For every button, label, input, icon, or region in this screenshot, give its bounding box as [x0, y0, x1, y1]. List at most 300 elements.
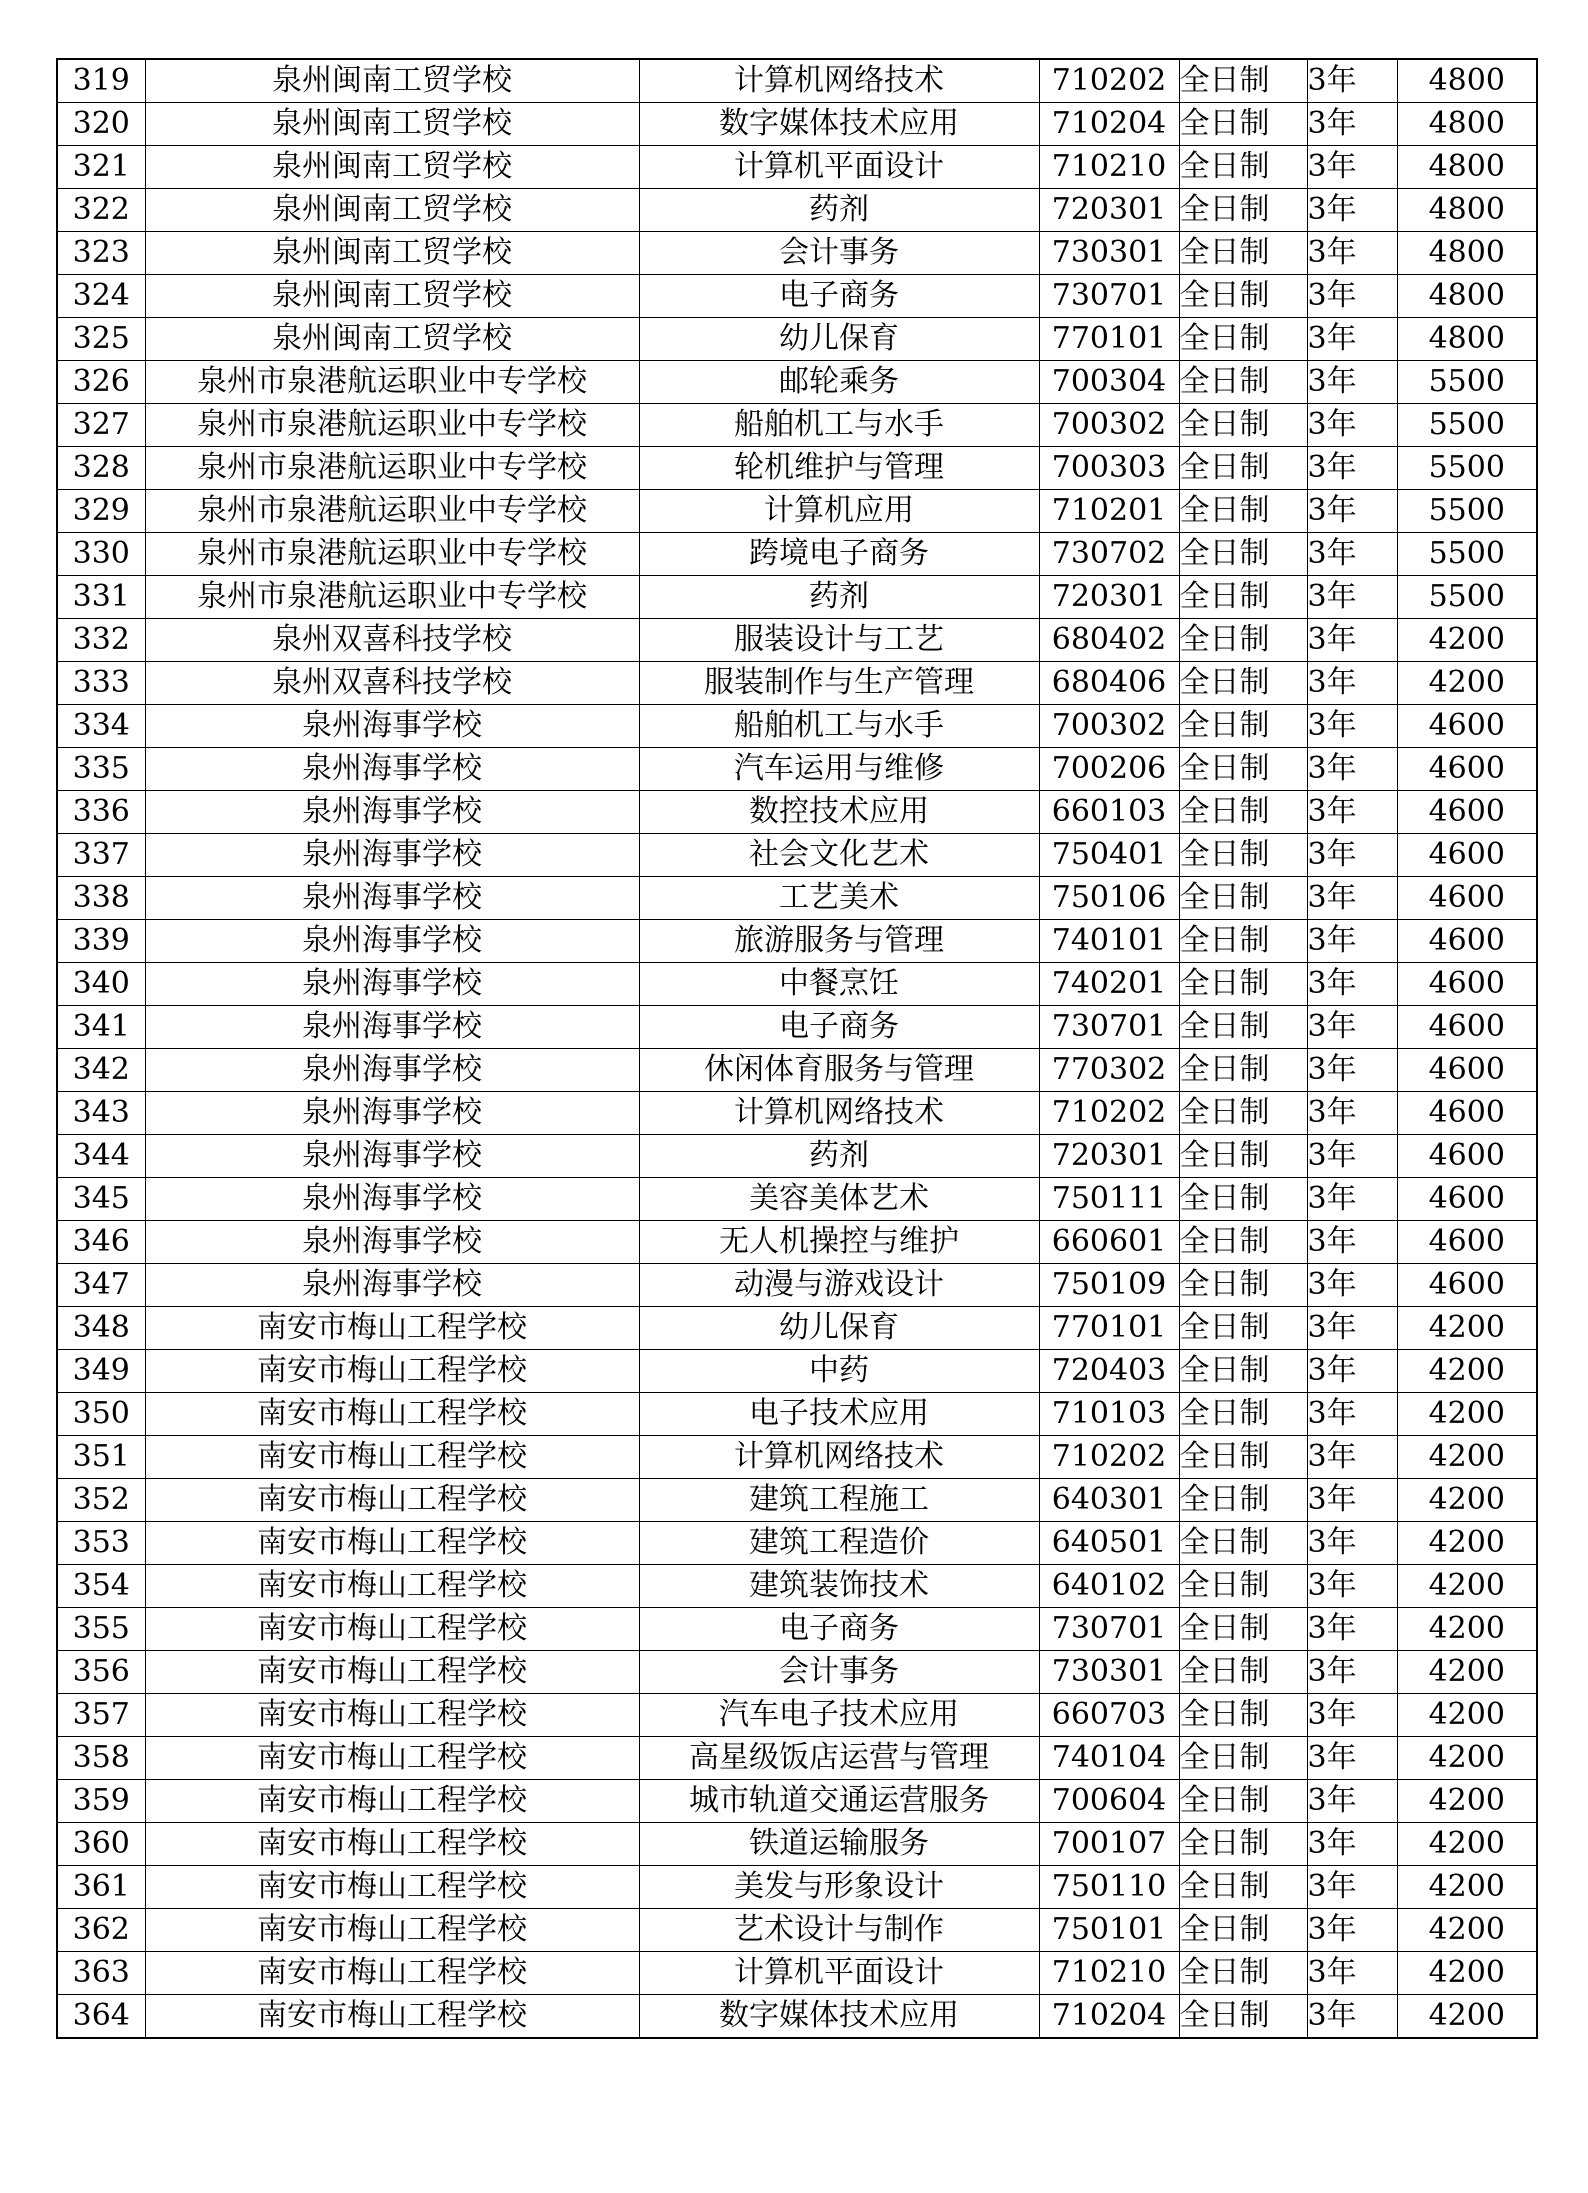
tuition-fee: 4200 [1397, 1737, 1537, 1780]
major-name: 计算机平面设计 [639, 146, 1039, 189]
table-row [57, 877, 1537, 920]
major-name: 美容美体艺术 [639, 1178, 1039, 1221]
enrollment-table [56, 58, 1538, 2039]
tuition-fee: 4600 [1397, 1049, 1537, 1092]
tuition-fee: 4600 [1397, 1221, 1537, 1264]
tuition-fee: 4200 [1397, 1780, 1537, 1823]
major-code: 710204 [1039, 103, 1179, 146]
major-code: 700302 [1039, 404, 1179, 447]
school-name: 泉州海事学校 [145, 920, 639, 963]
study-mode: 全日制 [1179, 1608, 1307, 1651]
study-mode: 全日制 [1179, 877, 1307, 920]
row-number: 353 [57, 1522, 145, 1565]
row-number: 333 [57, 662, 145, 705]
major-name: 药剂 [639, 1135, 1039, 1178]
study-years: 3年 [1307, 318, 1397, 361]
school-name: 泉州市泉港航运职业中专学校 [145, 404, 639, 447]
study-years: 3年 [1307, 404, 1397, 447]
school-name: 泉州海事学校 [145, 1178, 639, 1221]
study-mode: 全日制 [1179, 662, 1307, 705]
table-row [57, 963, 1537, 1006]
table-row [57, 1651, 1537, 1694]
table-row [57, 1479, 1537, 1522]
major-name: 船舶机工与水手 [639, 404, 1039, 447]
school-name: 泉州闽南工贸学校 [145, 232, 639, 275]
row-number: 321 [57, 146, 145, 189]
school-name: 泉州闽南工贸学校 [145, 189, 639, 232]
row-number: 347 [57, 1264, 145, 1307]
table-row [57, 1006, 1537, 1049]
study-years: 3年 [1307, 1780, 1397, 1823]
tuition-fee: 4200 [1397, 1651, 1537, 1694]
row-number: 345 [57, 1178, 145, 1221]
school-name: 泉州海事学校 [145, 1135, 639, 1178]
school-name: 泉州闽南工贸学校 [145, 146, 639, 189]
tuition-fee: 4600 [1397, 963, 1537, 1006]
table-row [57, 791, 1537, 834]
study-mode: 全日制 [1179, 1694, 1307, 1737]
major-name: 社会文化艺术 [639, 834, 1039, 877]
study-years: 3年 [1307, 189, 1397, 232]
tuition-fee: 4200 [1397, 1694, 1537, 1737]
school-name: 南安市梅山工程学校 [145, 1780, 639, 1823]
school-name: 泉州市泉港航运职业中专学校 [145, 490, 639, 533]
row-number: 329 [57, 490, 145, 533]
study-years: 3年 [1307, 1737, 1397, 1780]
tuition-fee: 4600 [1397, 1006, 1537, 1049]
major-code: 700206 [1039, 748, 1179, 791]
tuition-fee: 4200 [1397, 1909, 1537, 1952]
study-years: 3年 [1307, 59, 1397, 103]
study-years: 3年 [1307, 1006, 1397, 1049]
major-code: 740101 [1039, 920, 1179, 963]
study-years: 3年 [1307, 1866, 1397, 1909]
row-number: 357 [57, 1694, 145, 1737]
row-number: 355 [57, 1608, 145, 1651]
school-name: 泉州闽南工贸学校 [145, 318, 639, 361]
table-row [57, 1393, 1537, 1436]
major-name: 计算机平面设计 [639, 1952, 1039, 1995]
school-name: 泉州市泉港航运职业中专学校 [145, 576, 639, 619]
major-code: 730301 [1039, 1651, 1179, 1694]
major-code: 710103 [1039, 1393, 1179, 1436]
study-mode: 全日制 [1179, 189, 1307, 232]
major-name: 艺术设计与制作 [639, 1909, 1039, 1952]
row-number: 361 [57, 1866, 145, 1909]
school-name: 南安市梅山工程学校 [145, 1909, 639, 1952]
tuition-fee: 5500 [1397, 533, 1537, 576]
school-name: 泉州双喜科技学校 [145, 662, 639, 705]
row-number: 336 [57, 791, 145, 834]
row-number: 352 [57, 1479, 145, 1522]
row-number: 331 [57, 576, 145, 619]
major-name: 铁道运输服务 [639, 1823, 1039, 1866]
study-mode: 全日制 [1179, 232, 1307, 275]
school-name: 泉州海事学校 [145, 748, 639, 791]
row-number: 327 [57, 404, 145, 447]
table-row [57, 59, 1537, 103]
tuition-fee: 4600 [1397, 705, 1537, 748]
school-name: 南安市梅山工程学校 [145, 1479, 639, 1522]
major-name: 美发与形象设计 [639, 1866, 1039, 1909]
major-name: 服装制作与生产管理 [639, 662, 1039, 705]
table-row [57, 1522, 1537, 1565]
major-code: 770302 [1039, 1049, 1179, 1092]
row-number: 335 [57, 748, 145, 791]
study-mode: 全日制 [1179, 1823, 1307, 1866]
major-code: 720301 [1039, 576, 1179, 619]
study-years: 3年 [1307, 146, 1397, 189]
major-name: 计算机应用 [639, 490, 1039, 533]
study-years: 3年 [1307, 619, 1397, 662]
major-name: 动漫与游戏设计 [639, 1264, 1039, 1307]
row-number: 330 [57, 533, 145, 576]
study-mode: 全日制 [1179, 619, 1307, 662]
major-code: 740201 [1039, 963, 1179, 1006]
major-code: 750110 [1039, 1866, 1179, 1909]
tuition-fee: 4200 [1397, 1608, 1537, 1651]
row-number: 360 [57, 1823, 145, 1866]
school-name: 泉州闽南工贸学校 [145, 103, 639, 146]
study-mode: 全日制 [1179, 1952, 1307, 1995]
row-number: 342 [57, 1049, 145, 1092]
major-name: 数字媒体技术应用 [639, 1995, 1039, 2039]
study-years: 3年 [1307, 361, 1397, 404]
row-number: 343 [57, 1092, 145, 1135]
study-years: 3年 [1307, 1909, 1397, 1952]
study-years: 3年 [1307, 705, 1397, 748]
tuition-fee: 4600 [1397, 1178, 1537, 1221]
row-number: 323 [57, 232, 145, 275]
major-code: 770101 [1039, 318, 1179, 361]
major-code: 640301 [1039, 1479, 1179, 1522]
tuition-fee: 4800 [1397, 189, 1537, 232]
table-row [57, 361, 1537, 404]
major-code: 700107 [1039, 1823, 1179, 1866]
row-number: 349 [57, 1350, 145, 1393]
major-code: 710210 [1039, 1952, 1179, 1995]
major-code: 680402 [1039, 619, 1179, 662]
tuition-fee: 4800 [1397, 232, 1537, 275]
school-name: 南安市梅山工程学校 [145, 1522, 639, 1565]
table-row [57, 1092, 1537, 1135]
school-name: 泉州海事学校 [145, 1221, 639, 1264]
table-row [57, 834, 1537, 877]
table-row [57, 1221, 1537, 1264]
major-name: 建筑工程施工 [639, 1479, 1039, 1522]
study-years: 3年 [1307, 103, 1397, 146]
table-row [57, 275, 1537, 318]
row-number: 337 [57, 834, 145, 877]
study-mode: 全日制 [1179, 1866, 1307, 1909]
row-number: 341 [57, 1006, 145, 1049]
major-name: 电子商务 [639, 275, 1039, 318]
school-name: 南安市梅山工程学校 [145, 1565, 639, 1608]
table-row [57, 1307, 1537, 1350]
study-mode: 全日制 [1179, 1737, 1307, 1780]
tuition-fee: 4200 [1397, 1436, 1537, 1479]
table-row [57, 318, 1537, 361]
tuition-fee: 4200 [1397, 1995, 1537, 2039]
table-row [57, 1608, 1537, 1651]
study-mode: 全日制 [1179, 1909, 1307, 1952]
study-years: 3年 [1307, 963, 1397, 1006]
table-row [57, 1264, 1537, 1307]
major-name: 药剂 [639, 189, 1039, 232]
major-code: 700303 [1039, 447, 1179, 490]
tuition-fee: 4200 [1397, 1479, 1537, 1522]
tuition-fee: 4600 [1397, 1092, 1537, 1135]
study-years: 3年 [1307, 1092, 1397, 1135]
table-row [57, 490, 1537, 533]
major-code: 730701 [1039, 1006, 1179, 1049]
tuition-fee: 5500 [1397, 404, 1537, 447]
row-number: 326 [57, 361, 145, 404]
study-mode: 全日制 [1179, 920, 1307, 963]
study-years: 3年 [1307, 1135, 1397, 1178]
study-mode: 全日制 [1179, 1264, 1307, 1307]
study-mode: 全日制 [1179, 1006, 1307, 1049]
school-name: 泉州海事学校 [145, 963, 639, 1006]
study-years: 3年 [1307, 791, 1397, 834]
row-number: 363 [57, 1952, 145, 1995]
tuition-fee: 4800 [1397, 146, 1537, 189]
major-name: 数字媒体技术应用 [639, 103, 1039, 146]
row-number: 358 [57, 1737, 145, 1780]
major-name: 计算机网络技术 [639, 1436, 1039, 1479]
table-row [57, 1995, 1537, 2039]
major-name: 电子商务 [639, 1608, 1039, 1651]
table-row [57, 533, 1537, 576]
major-code: 710202 [1039, 1092, 1179, 1135]
major-name: 幼儿保育 [639, 318, 1039, 361]
major-name: 电子技术应用 [639, 1393, 1039, 1436]
school-name: 南安市梅山工程学校 [145, 1350, 639, 1393]
school-name: 南安市梅山工程学校 [145, 1307, 639, 1350]
school-name: 南安市梅山工程学校 [145, 1995, 639, 2039]
tuition-fee: 4800 [1397, 318, 1537, 361]
school-name: 泉州市泉港航运职业中专学校 [145, 447, 639, 490]
tuition-fee: 4600 [1397, 791, 1537, 834]
school-name: 南安市梅山工程学校 [145, 1866, 639, 1909]
school-name: 南安市梅山工程学校 [145, 1436, 639, 1479]
table-row [57, 748, 1537, 791]
major-code: 700302 [1039, 705, 1179, 748]
major-name: 轮机维护与管理 [639, 447, 1039, 490]
major-name: 汽车运用与维修 [639, 748, 1039, 791]
study-years: 3年 [1307, 232, 1397, 275]
study-years: 3年 [1307, 1608, 1397, 1651]
major-name: 中餐烹饪 [639, 963, 1039, 1006]
tuition-fee: 5500 [1397, 490, 1537, 533]
school-name: 南安市梅山工程学校 [145, 1737, 639, 1780]
table-row [57, 1823, 1537, 1866]
school-name: 泉州海事学校 [145, 834, 639, 877]
table-row [57, 146, 1537, 189]
table-row [57, 1780, 1537, 1823]
major-code: 750106 [1039, 877, 1179, 920]
study-years: 3年 [1307, 275, 1397, 318]
study-mode: 全日制 [1179, 1995, 1307, 2039]
major-name: 幼儿保育 [639, 1307, 1039, 1350]
row-number: 320 [57, 103, 145, 146]
row-number: 356 [57, 1651, 145, 1694]
study-years: 3年 [1307, 533, 1397, 576]
study-years: 3年 [1307, 834, 1397, 877]
major-code: 730701 [1039, 1608, 1179, 1651]
major-code: 730301 [1039, 232, 1179, 275]
study-mode: 全日制 [1179, 1221, 1307, 1264]
row-number: 328 [57, 447, 145, 490]
major-code: 660601 [1039, 1221, 1179, 1264]
major-name: 数控技术应用 [639, 791, 1039, 834]
study-years: 3年 [1307, 1694, 1397, 1737]
study-mode: 全日制 [1179, 447, 1307, 490]
table-row [57, 619, 1537, 662]
study-mode: 全日制 [1179, 490, 1307, 533]
major-code: 720403 [1039, 1350, 1179, 1393]
table-row [57, 576, 1537, 619]
row-number: 319 [57, 59, 145, 103]
table-row [57, 189, 1537, 232]
row-number: 322 [57, 189, 145, 232]
row-number: 350 [57, 1393, 145, 1436]
row-number: 354 [57, 1565, 145, 1608]
table-row [57, 1436, 1537, 1479]
major-name: 建筑工程造价 [639, 1522, 1039, 1565]
table-row [57, 404, 1537, 447]
tuition-fee: 4800 [1397, 275, 1537, 318]
major-code: 710210 [1039, 146, 1179, 189]
tuition-fee: 4600 [1397, 920, 1537, 963]
school-name: 泉州海事学校 [145, 1264, 639, 1307]
study-years: 3年 [1307, 576, 1397, 619]
table-row [57, 920, 1537, 963]
study-mode: 全日制 [1179, 361, 1307, 404]
study-mode: 全日制 [1179, 404, 1307, 447]
study-mode: 全日制 [1179, 1307, 1307, 1350]
major-code: 750401 [1039, 834, 1179, 877]
row-number: 334 [57, 705, 145, 748]
study-years: 3年 [1307, 490, 1397, 533]
school-name: 南安市梅山工程学校 [145, 1651, 639, 1694]
study-years: 3年 [1307, 1651, 1397, 1694]
tuition-fee: 4200 [1397, 1866, 1537, 1909]
study-years: 3年 [1307, 1393, 1397, 1436]
major-code: 730701 [1039, 275, 1179, 318]
school-name: 南安市梅山工程学校 [145, 1823, 639, 1866]
major-name: 会计事务 [639, 232, 1039, 275]
school-name: 泉州闽南工贸学校 [145, 275, 639, 318]
table-row [57, 1565, 1537, 1608]
major-name: 会计事务 [639, 1651, 1039, 1694]
major-code: 740104 [1039, 1737, 1179, 1780]
study-years: 3年 [1307, 1565, 1397, 1608]
major-code: 640501 [1039, 1522, 1179, 1565]
table-row [57, 1694, 1537, 1737]
study-mode: 全日制 [1179, 705, 1307, 748]
study-mode: 全日制 [1179, 1436, 1307, 1479]
row-number: 362 [57, 1909, 145, 1952]
major-name: 计算机网络技术 [639, 1092, 1039, 1135]
study-years: 3年 [1307, 1952, 1397, 1995]
study-mode: 全日制 [1179, 791, 1307, 834]
major-name: 药剂 [639, 576, 1039, 619]
study-years: 3年 [1307, 920, 1397, 963]
school-name: 泉州海事学校 [145, 1049, 639, 1092]
row-number: 364 [57, 1995, 145, 2039]
major-name: 建筑装饰技术 [639, 1565, 1039, 1608]
study-mode: 全日制 [1179, 146, 1307, 189]
tuition-fee: 4200 [1397, 619, 1537, 662]
major-name: 休闲体育服务与管理 [639, 1049, 1039, 1092]
major-name: 跨境电子商务 [639, 533, 1039, 576]
major-name: 无人机操控与维护 [639, 1221, 1039, 1264]
study-mode: 全日制 [1179, 963, 1307, 1006]
table-row [57, 232, 1537, 275]
tuition-fee: 4600 [1397, 1264, 1537, 1307]
study-mode: 全日制 [1179, 1393, 1307, 1436]
study-mode: 全日制 [1179, 1651, 1307, 1694]
row-number: 348 [57, 1307, 145, 1350]
major-code: 700304 [1039, 361, 1179, 404]
study-mode: 全日制 [1179, 103, 1307, 146]
major-code: 720301 [1039, 1135, 1179, 1178]
major-code: 710202 [1039, 59, 1179, 103]
table-row [57, 1952, 1537, 1995]
row-number: 346 [57, 1221, 145, 1264]
study-years: 3年 [1307, 1221, 1397, 1264]
table-row [57, 1866, 1537, 1909]
tuition-fee: 5500 [1397, 361, 1537, 404]
study-years: 3年 [1307, 1436, 1397, 1479]
study-years: 3年 [1307, 1995, 1397, 2039]
tuition-fee: 4200 [1397, 662, 1537, 705]
tuition-fee: 4200 [1397, 1350, 1537, 1393]
school-name: 泉州闽南工贸学校 [145, 59, 639, 103]
study-years: 3年 [1307, 877, 1397, 920]
study-years: 3年 [1307, 1350, 1397, 1393]
major-code: 660703 [1039, 1694, 1179, 1737]
school-name: 泉州海事学校 [145, 791, 639, 834]
tuition-fee: 4200 [1397, 1393, 1537, 1436]
study-mode: 全日制 [1179, 576, 1307, 619]
table-row [57, 1178, 1537, 1221]
study-mode: 全日制 [1179, 59, 1307, 103]
major-name: 电子商务 [639, 1006, 1039, 1049]
school-name: 南安市梅山工程学校 [145, 1952, 639, 1995]
tuition-fee: 4600 [1397, 1135, 1537, 1178]
study-years: 3年 [1307, 1264, 1397, 1307]
table-row [57, 1909, 1537, 1952]
school-name: 泉州双喜科技学校 [145, 619, 639, 662]
school-name: 南安市梅山工程学校 [145, 1694, 639, 1737]
study-years: 3年 [1307, 662, 1397, 705]
tuition-fee: 5500 [1397, 576, 1537, 619]
major-name: 服装设计与工艺 [639, 619, 1039, 662]
study-years: 3年 [1307, 1307, 1397, 1350]
school-name: 泉州海事学校 [145, 1092, 639, 1135]
major-code: 750109 [1039, 1264, 1179, 1307]
tuition-fee: 4600 [1397, 748, 1537, 791]
table-row [57, 103, 1537, 146]
row-number: 332 [57, 619, 145, 662]
major-code: 700604 [1039, 1780, 1179, 1823]
school-name: 泉州海事学校 [145, 877, 639, 920]
row-number: 351 [57, 1436, 145, 1479]
study-mode: 全日制 [1179, 1092, 1307, 1135]
school-name: 泉州市泉港航运职业中专学校 [145, 361, 639, 404]
